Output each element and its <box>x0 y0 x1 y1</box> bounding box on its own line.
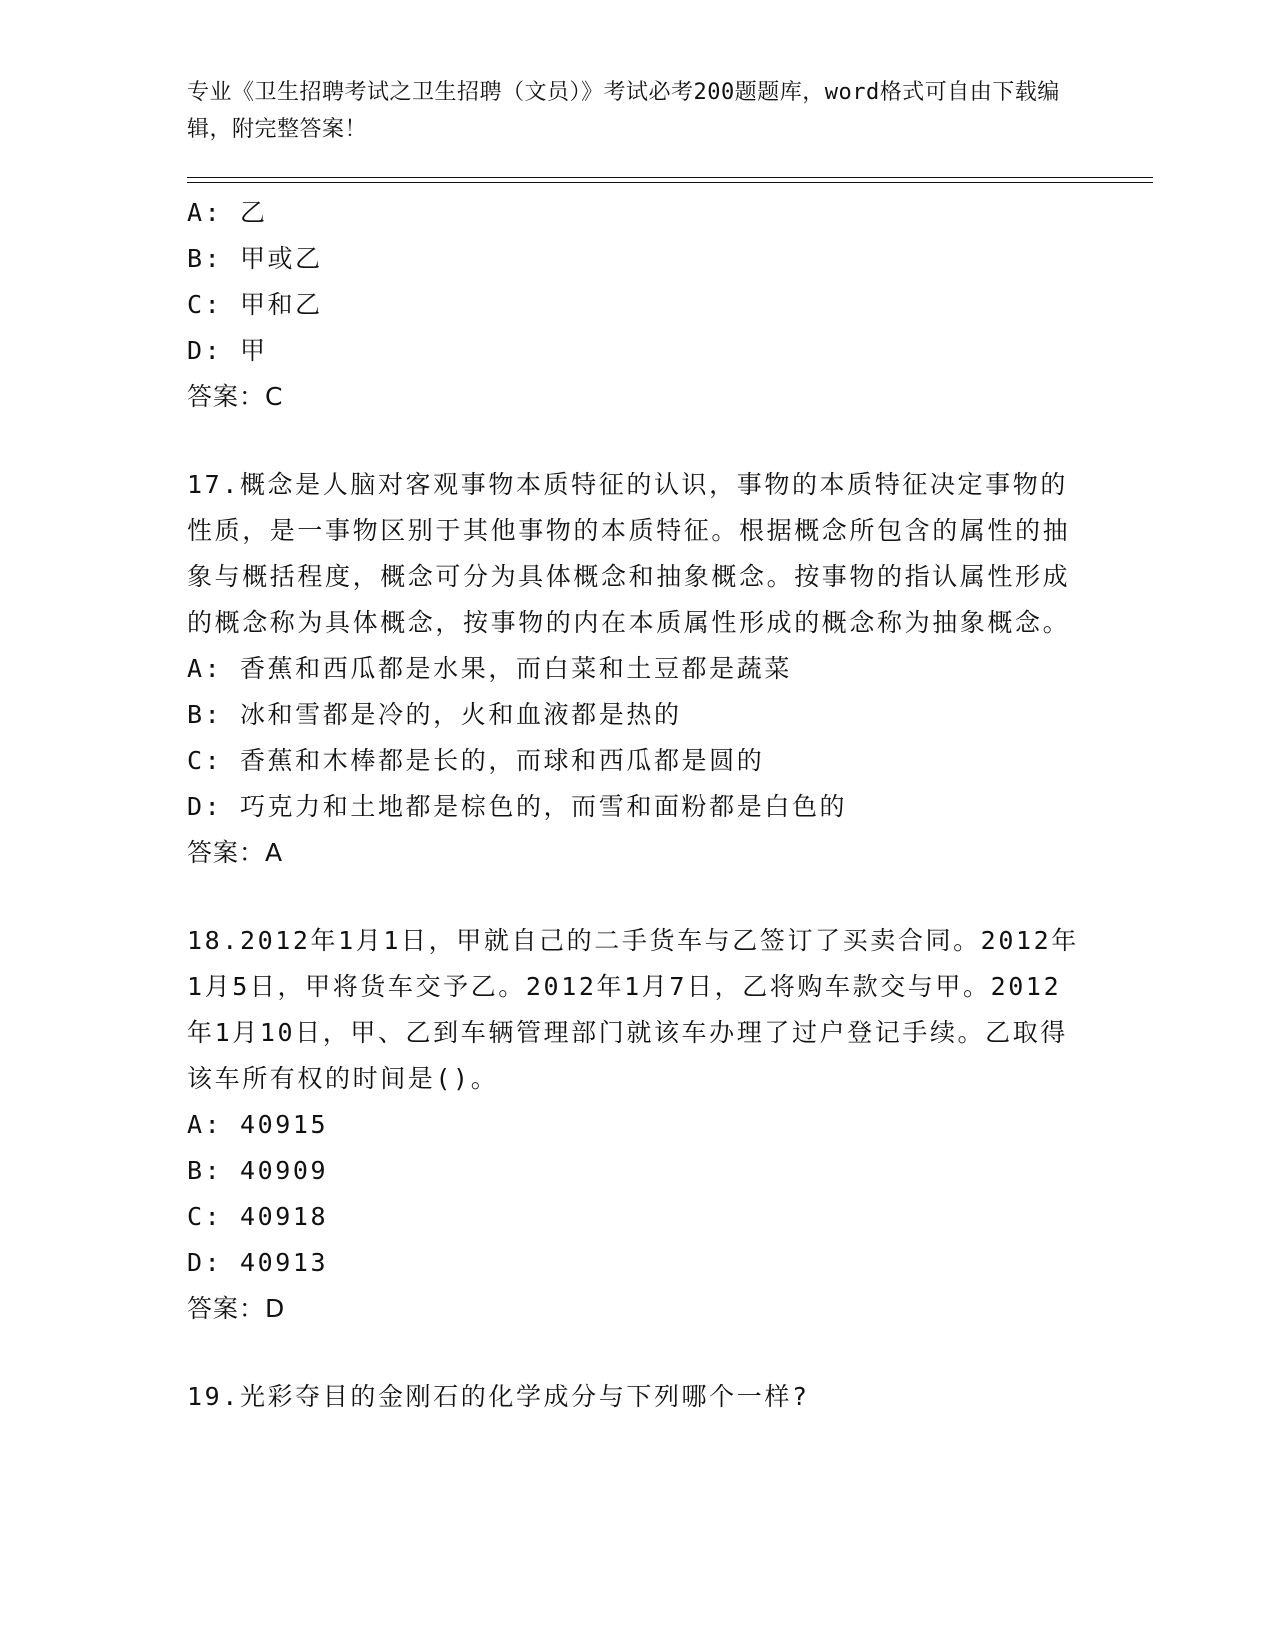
question-text: 19.光彩夺目的金刚石的化学成分与下列哪个一样? <box>187 1382 810 1411</box>
question-block-19 <box>187 1374 1087 1420</box>
option-b: B: 40909 <box>187 1156 329 1185</box>
option-a: A: 乙 <box>187 198 268 227</box>
answer-label: 答案：D <box>187 1294 286 1323</box>
option-d: D: 甲 <box>187 336 268 365</box>
question-list <box>187 190 1087 1420</box>
option-a: A: 40915 <box>187 1110 329 1139</box>
document-header: 专业《卫生招聘考试之卫生招聘（文员）》考试必考200题题库，word格式可自由下载编辑，附完整答案！ <box>187 80 1060 142</box>
option-a: A: 香蕉和西瓜都是水果，而白菜和土豆都是蔬菜 <box>187 654 792 683</box>
question-text: 18.2012年1月1日，甲就自己的二手货车与乙签订了买卖合同。2012年1月5日，甲将货车交予乙。2012年1月7日，乙将购车款交与甲。2012年1月10日，甲、乙到车辆管理部门就该车办理了过户登记手续。乙取得该车所有权的时间是()。 <box>187 926 1079 1093</box>
option-b: B: 冰和雪都是冷的，火和血液都是热的 <box>187 700 682 729</box>
header-rule-bottom <box>187 182 1153 183</box>
question-block-16 <box>187 190 1087 420</box>
option-c: C: 甲和乙 <box>187 290 323 319</box>
option-d: D: 巧克力和土地都是棕色的，而雪和面粉都是白色的 <box>187 792 848 821</box>
option-c: C: 香蕉和木棒都是长的，而球和西瓜都是圆的 <box>187 746 765 775</box>
header-rule-top <box>187 177 1153 178</box>
option-c: C: 40918 <box>187 1202 329 1231</box>
question-text: 17.概念是人脑对客观事物本质特征的认识，事物的本质特征决定事物的性质，是一事物区别于其他事物的本质特征。根据概念所包含的属性的抽象与概括程度，概念可分为具体概念和抽象概念。按事物的指认属性形成的概念称为具体概念，按事物的内在本质属性形成的概念称为抽象概念。 <box>187 470 1071 637</box>
answer-label: 答案：A <box>187 838 284 867</box>
option-d: D: 40913 <box>187 1248 329 1277</box>
question-block-17 <box>187 462 1087 876</box>
question-block-18 <box>187 918 1087 1332</box>
option-b: B: 甲或乙 <box>187 244 323 273</box>
answer-label: 答案：C <box>187 382 284 411</box>
